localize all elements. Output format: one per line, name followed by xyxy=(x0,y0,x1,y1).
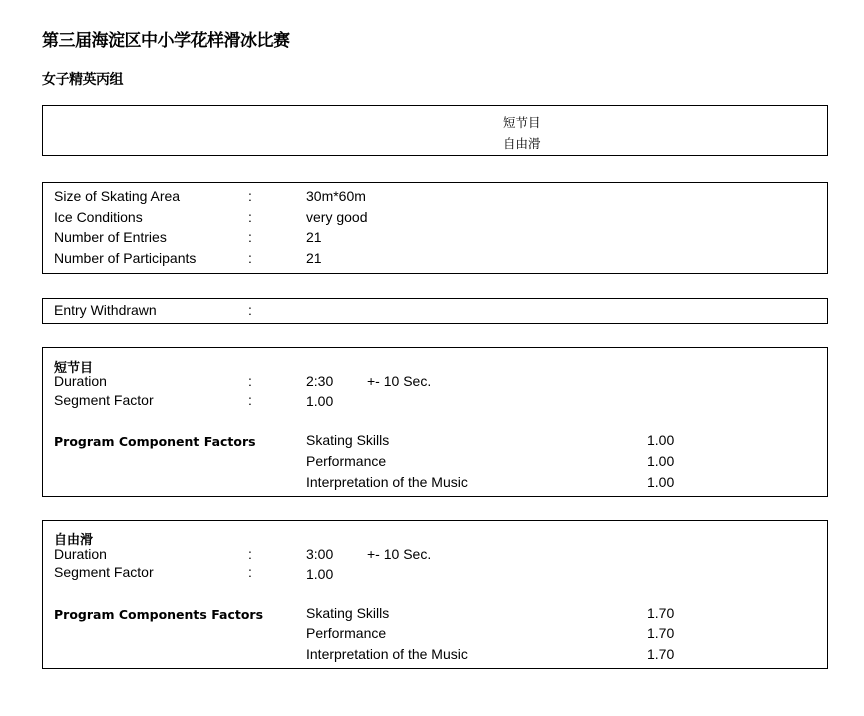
info-colon: : xyxy=(248,188,252,204)
component-name: Skating Skills xyxy=(306,605,390,621)
duration-colon: : xyxy=(248,546,252,562)
segment-short-program-label: 短节目 xyxy=(503,115,541,130)
program-component-factors-label: Program Component Factors xyxy=(54,434,256,449)
short-program-heading: 短节目 xyxy=(54,361,94,376)
info-colon: : xyxy=(248,229,252,245)
component-factor: 1.00 xyxy=(647,453,675,469)
segment-factor-label: Segment Factor xyxy=(54,564,154,580)
duration-label: Duration xyxy=(54,373,107,389)
withdrawn-colon: : xyxy=(248,302,252,318)
free-skating-heading: 自由滑 xyxy=(54,533,94,548)
segment-factor-value: 1.00 xyxy=(306,566,334,582)
info-label: Ice Conditions xyxy=(54,209,143,225)
info-value: 21 xyxy=(306,229,322,245)
duration-colon: : xyxy=(248,373,252,389)
component-name: Interpretation of the Music xyxy=(306,646,468,662)
duration-value: 2:30 xyxy=(306,373,334,389)
free-skating-box xyxy=(42,520,828,669)
component-name: Interpretation of the Music xyxy=(306,474,468,490)
component-factor: 1.00 xyxy=(647,474,675,490)
segment-factor-colon: : xyxy=(248,564,252,580)
component-name: Performance xyxy=(306,453,387,469)
segment-factor-value: 1.00 xyxy=(306,393,334,409)
entry-withdrawn-box xyxy=(42,298,828,324)
segment-free-skating-label: 自由滑 xyxy=(503,136,541,151)
venue-info-box xyxy=(42,182,828,274)
duration-tolerance: +- 10 Sec. xyxy=(367,546,432,562)
event-title: 第三届海淀区中小学花样滑冰比赛 xyxy=(42,31,290,51)
segment-factor-label: Segment Factor xyxy=(54,392,154,408)
segments-box xyxy=(42,105,828,156)
info-value: 30m*60m xyxy=(306,188,366,204)
component-factor: 1.70 xyxy=(647,625,675,641)
duration-tolerance: +- 10 Sec. xyxy=(367,373,432,389)
info-label: Number of Entries xyxy=(54,229,167,245)
info-value: very good xyxy=(306,209,368,225)
info-value: 21 xyxy=(306,250,322,266)
component-factor: 1.70 xyxy=(647,605,675,621)
info-colon: : xyxy=(248,250,252,266)
duration-label: Duration xyxy=(54,546,107,562)
component-factor: 1.00 xyxy=(647,432,675,448)
info-colon: : xyxy=(248,209,252,225)
category-title: 女子精英丙组 xyxy=(42,72,123,88)
withdrawn-label: Entry Withdrawn xyxy=(54,302,157,318)
component-factor: 1.70 xyxy=(647,646,675,662)
component-name: Performance xyxy=(306,625,387,641)
segment-factor-colon: : xyxy=(248,392,252,408)
program-component-factors-label: Program Components Factors xyxy=(54,607,264,622)
info-label: Size of Skating Area xyxy=(54,188,181,204)
short-program-box xyxy=(42,347,828,497)
duration-value: 3:00 xyxy=(306,546,334,562)
info-label: Number of Participants xyxy=(54,250,197,266)
component-name: Skating Skills xyxy=(306,432,390,448)
